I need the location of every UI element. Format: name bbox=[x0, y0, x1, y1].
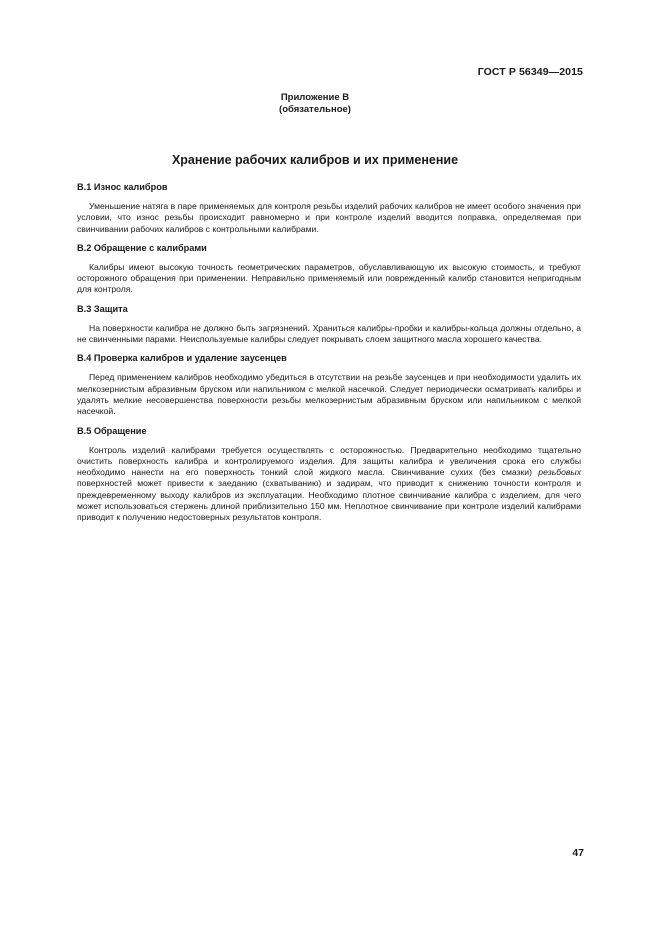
document-body bbox=[77, 182, 581, 532]
section-paragraph: На поверхности калибра не должно быть загрязнений. Храниться калибры-пробки и калибры-кольца должны отдельно, а не свинченными парами. Неиспользуемые калибры следует покрывать слоем защитного масла хорошего качества. bbox=[77, 322, 581, 345]
section-heading: В.5 Обращение bbox=[77, 425, 147, 436]
section-wear bbox=[77, 182, 581, 235]
appendix-label bbox=[0, 92, 630, 116]
page-number: 47 bbox=[572, 847, 584, 859]
document-code: ГОСТ Р 56349—2015 bbox=[477, 66, 583, 78]
section-heading: В.2 Обращение с калибрами bbox=[77, 242, 207, 253]
section-paragraph bbox=[77, 445, 581, 524]
paragraph-text: поверхностей может привести к заеданию (схватыванию) и задирам, что приводит к снижению точности контроля и преждевременному выходу калибров из эксплуатации. Необходимо плотное свинчивание калибра с изделием, для чего может использоваться стержень длиной приблизительно 150 мм. Неплотное свинчивание при контроле изделий калибрами приводит к получению недостоверных результатов контроля. bbox=[77, 478, 581, 523]
appendix-status: (обязательное) bbox=[279, 104, 351, 115]
section-usage bbox=[77, 426, 581, 524]
section-heading: В.4 Проверка калибров и удаление заусенцев bbox=[77, 353, 287, 364]
section-paragraph: Перед применением калибров необходимо убедиться в отсутствии на резьбе заусенцев и при необходимости удалить их мелкозернистым абразивным бруском или напильником с мелкой насечкой. Следует периодически осматривать калибры и удалять мелкие несовершенства поверхности резьбы мелкозернистым абразивным бруском или напильником с мелкой насечкой. bbox=[77, 372, 581, 417]
section-paragraph: Калибры имеют высокую точность геометрических параметров, обуславливающую их высокую стоимость, и требуют осторожного обращения при применении. Неправильно применяемый или поврежденный калибр становится непригодным для контроля. bbox=[77, 261, 581, 295]
paragraph-text: Контроль изделий калибрами требуется осуществлять с осторожностью. Предварительно необходимо тщательно очистить поверхность калибра и контролируемого изделия. Для защиты калибра и увеличения срока его службы необходимо нанести на его поверхность тонкий слой жидкого масла. Свинчивание сухих (без смазки) bbox=[77, 444, 581, 478]
section-heading: В.3 Защита bbox=[77, 303, 128, 314]
page-title: Хранение рабочих калибров и их применение bbox=[171, 153, 459, 167]
appendix-title: Приложение В bbox=[280, 92, 350, 103]
section-protection bbox=[77, 304, 581, 346]
section-inspection bbox=[77, 353, 581, 417]
section-heading: В.1 Износ калибров bbox=[77, 182, 168, 192]
section-handling bbox=[77, 243, 581, 296]
section-paragraph: Уменьшение натяга в паре применяемых для контроля резьбы изделий рабочих калибров не имеет особого значения при условии, что износ резьбы происходит равномерно и при контроле изделий вводится поправка, определяемая при свинчивании рабочих калибров с контрольными калибрами. bbox=[77, 201, 581, 234]
italic-term: резьбовых bbox=[538, 467, 581, 478]
